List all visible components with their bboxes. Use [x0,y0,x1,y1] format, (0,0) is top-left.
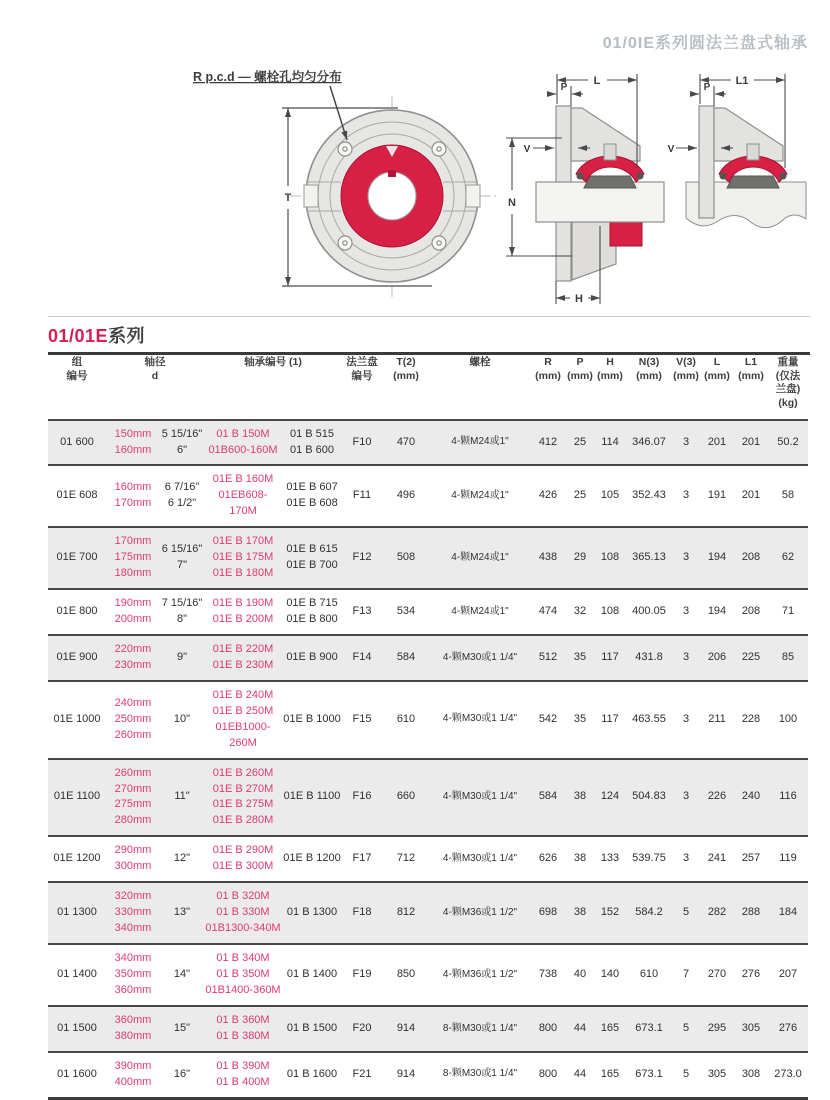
dim-label-v2: V [667,144,675,155]
cell-l: 206 [700,635,734,681]
cell-group: 01E 700 [48,527,106,589]
cell-n: 504.83 [626,759,672,837]
cell-v: 3 [682,852,690,865]
cell-t: 914 [382,1006,430,1052]
cell-h: 105 [600,489,620,502]
table-row [48,1052,808,1098]
cell-bearing-metric: 01E B 190M 01E B 200M [212,597,274,625]
cell-h: 140 [600,967,620,980]
pcd-callout: R p.c.d — 螺栓孔均匀分布 [193,70,342,84]
column-header: 重量 (仅法 兰盘)(kg) [775,356,801,409]
cell-group: 01E 900 [48,635,106,681]
cell-flange-number: F11 [352,489,372,502]
section-title [48,322,810,355]
cell-shaft-in: 12" [173,852,191,865]
section-title-rest: 系列 [108,326,146,346]
front-view [290,96,498,300]
table-head [48,352,808,420]
cell-shaft-mm: 390mm 400mm [114,1059,152,1088]
cell-p: 38 [566,759,594,837]
cell-r: 438 [530,527,566,589]
cell-bearing-metric: 01 B 340M 01 B 350M 01B1400-360M [205,952,281,996]
cell-l1: 228 [741,712,761,725]
cell-t: 914 [396,1067,416,1080]
cell-bolt: 4-颗M36或1 1/2" [430,882,530,944]
column-header: V(3) (mm) [673,356,699,382]
cell-n: 539.75 [632,852,666,865]
dim-label-p2: P [703,82,711,93]
cell-p: 38 [573,852,587,865]
cell-h: 114 [594,420,626,466]
cell-group: 01 1400 [57,967,97,980]
cell-bearing-metric: 01 B 320M 01 B 330M 01B1300-340M [204,882,282,944]
cell-shaft-in: 14" [173,967,191,980]
cell-h: 117 [594,635,626,681]
cell-l: 226 [700,759,734,837]
cell-l: 282 [700,882,734,944]
keyway [388,170,396,177]
cell-bearing-number: 01E B 1000 [283,712,341,725]
cell-shaft-mm: 320mm 330mm 340mm [106,882,160,944]
column-header: H (mm) [597,356,623,382]
cell-n: 673.1 [626,1006,672,1052]
column-header: N(3) (mm) [636,356,662,382]
table-row [48,759,808,837]
cell-v: 3 [682,712,690,725]
cell-bolt: 4-颗M24或1" [451,605,509,617]
cell-n: 610 [639,967,659,980]
cell-shaft-in: 13" [160,882,204,944]
cell-t: 712 [396,852,416,865]
cell-bearing-number: 01 B 1600 [286,1067,338,1080]
cell-bolt: 4-颗M36或1 1/2" [442,968,518,980]
cell-t: 534 [396,605,416,618]
cell-bearing-number: 01 B 515 01 B 600 [282,420,342,466]
dim-label-v: V [523,144,531,155]
cell-l: 194 [700,527,734,589]
cell-bearing-metric: 01 B 390M 01 B 400M [216,1059,270,1088]
cell-l: 241 [707,852,727,865]
cell-flange-number: F15 [352,712,372,725]
cell-p: 32 [573,605,587,618]
cell-r: 512 [530,635,566,681]
table-row [48,527,808,589]
cell-h: 124 [594,759,626,837]
cell-h: 133 [600,852,620,865]
cell-shaft-mm: 260mm 270mm 275mm 280mm [106,759,160,837]
cell-h: 108 [600,605,620,618]
cell-p: 29 [566,527,594,589]
cell-p: 44 [566,1006,594,1052]
cell-group: 01E 1000 [53,712,101,725]
cell-weight: 100 [778,712,798,725]
cell-p: 38 [566,882,594,944]
cell-bolt: 4-颗M30或1 1/4" [442,853,518,864]
cell-bolt: 8-颗M30或1 1/4" [430,1006,530,1052]
cell-l: 295 [700,1006,734,1052]
table-row [48,836,808,882]
cell-v: 5 [672,882,700,944]
cell-group: 01 1500 [48,1006,106,1052]
cell-bolt: 4-颗M24或1" [451,490,509,502]
cell-v: 3 [672,420,700,466]
cell-shaft-in: 15" [160,1006,204,1052]
cell-l: 211 [708,712,726,725]
cell-bearing-number: 01 B 1300 [282,882,342,944]
cell-l1: 257 [741,852,761,865]
lug-right [466,185,480,207]
table-row [48,681,808,759]
cell-bolt: 4-颗M30或1 1/4" [430,635,530,681]
column-header: 螺栓 [469,356,491,368]
end-view [686,106,806,228]
cell-bearing-number: 01E B 900 [282,635,342,681]
cell-flange-number: F20 [342,1006,382,1052]
section-title-accent: 01/01E [48,326,109,346]
cell-flange-number: F18 [342,882,382,944]
cell-shaft-in: 9" [160,635,204,681]
cell-shaft-mm: 240mm 250mm 260mm [114,696,152,741]
cell-bolt: 4-颗M30或1 1/4" [430,759,530,837]
dim-label-l: L [593,75,601,87]
cell-h: 152 [594,882,626,944]
lug-left [304,185,318,207]
cell-n: 584.2 [626,882,672,944]
cell-bearing-number: 01E B 1200 [283,852,341,865]
cell-l: 305 [707,1067,727,1080]
cell-l: 191 [707,489,727,502]
table-row [48,420,808,466]
cell-bolt: 4-颗M24或1" [430,527,530,589]
cell-shaft-in: 5 15/16" 6" [160,420,204,466]
column-header: T(2) (mm) [393,356,419,382]
series-table-container [48,352,810,1100]
cell-r: 698 [530,882,566,944]
cell-p: 35 [566,635,594,681]
cell-v: 3 [682,489,690,502]
cell-shaft-in: 6 7/16" 6 1/2" [164,481,200,510]
cell-t: 610 [396,712,416,725]
cell-flange-number: F13 [352,605,372,618]
cell-weight: 119 [779,852,797,865]
cell-v: 3 [682,605,690,618]
cell-weight: 62 [768,527,808,589]
cell-bearing-metric: 01 B 360M 01 B 380M [204,1006,282,1052]
cell-bearing-metric: 01 B 150M 01B600-160M [204,420,282,466]
column-header: 轴径 d [144,356,166,382]
table-body [48,420,808,1099]
cell-l1: 288 [734,882,768,944]
cell-t: 812 [382,882,430,944]
cell-l: 201 [700,420,734,466]
cell-group: 01E 1100 [48,759,106,837]
table-row [48,944,808,1006]
cell-shaft-mm: 190mm 200mm [114,597,152,625]
cell-flange-number: F14 [342,635,382,681]
cell-shaft-in: 6 15/16" 7" [160,527,204,589]
cell-r: 426 [538,489,558,502]
cell-v: 3 [672,527,700,589]
cell-shaft-in: 11" [160,759,204,837]
bore [368,172,416,220]
cell-r: 584 [530,759,566,837]
cell-bolt: 8-颗M30或1 1/4" [442,1068,518,1080]
cell-r: 738 [538,967,558,980]
cell-r: 542 [538,712,558,725]
cell-bearing-number: 01 B 1400 [286,967,338,980]
cell-h: 117 [601,712,619,725]
cell-shaft-mm: 290mm 300mm [114,844,152,873]
cell-h: 165 [594,1006,626,1052]
table-row [48,882,808,944]
cell-shaft-mm: 150mm 160mm [106,420,160,466]
cell-r: 800 [538,1067,558,1080]
cell-shaft-mm: 160mm 170mm [114,481,152,510]
cell-v: 3 [672,635,700,681]
cell-weight: 85 [768,635,808,681]
cell-weight: 71 [781,605,795,618]
cell-t: 850 [396,967,416,980]
cell-flange-number: F21 [352,1067,372,1080]
cell-shaft-in: 7 15/16" 8" [161,597,203,625]
cell-bearing-metric: 01E B 220M 01E B 230M [204,635,282,681]
cell-p: 35 [573,712,587,725]
cell-l1: 225 [734,635,768,681]
cell-bearing-metric: 01E B 170M 01E B 175M 01E B 180M [204,527,282,589]
cell-l1: 201 [741,489,761,502]
cell-weight: 273.0 [774,1067,802,1080]
cell-flange-number: F17 [352,852,372,865]
technical-drawing [0,66,830,316]
table-row [48,465,808,527]
cell-n: 352.43 [632,489,666,502]
cell-shaft-mm: 170mm 175mm 180mm [106,527,160,589]
cell-shaft-in: 16" [173,1067,191,1080]
cell-v: 7 [682,967,690,980]
cell-weight: 184 [768,882,808,944]
cell-group: 01E 608 [56,489,98,502]
cell-n: 431.8 [626,635,672,681]
cell-h: 108 [594,527,626,589]
cell-p: 44 [573,1067,587,1080]
cell-bearing-number: 01E B 1100 [282,759,342,837]
cell-weight: 276 [768,1006,808,1052]
table-row [48,635,808,681]
cell-group: 01 1600 [57,1067,97,1080]
cell-r: 626 [538,852,558,865]
cell-t: 470 [382,420,430,466]
column-header: 组 编号 [66,356,88,382]
cell-bearing-metric: 01E B 240M 01E B 250M 01EB1000-260M [212,688,274,749]
cell-l1: 240 [734,759,768,837]
dim-label-n: N [508,197,516,209]
cell-shaft-mm: 340mm 350mm 360mm [114,952,152,996]
cell-n: 346.07 [626,420,672,466]
cell-t: 584 [382,635,430,681]
column-header: P (mm) [567,356,593,382]
column-header: L (mm) [704,356,730,382]
cell-n: 365.13 [626,527,672,589]
page-title: 01/0IE系列圆法兰盘式轴承 [602,35,808,52]
cell-bearing-metric: 01E B 160M 01EB608-170M [212,473,274,518]
cell-n: 673.1 [635,1067,663,1080]
cell-l1: 305 [734,1006,768,1052]
cell-flange-number: F19 [352,967,372,980]
cell-v: 3 [672,759,700,837]
cell-p: 25 [566,420,594,466]
cell-bearing-number: 01E B 607 01E B 608 [286,481,338,510]
column-header: 法兰盘 编号 [346,356,378,382]
cell-r: 474 [538,605,558,618]
cell-p: 40 [573,967,587,980]
table-row [48,589,808,635]
dim-label-l1: L1 [735,75,749,87]
cell-weight: 58 [781,489,795,502]
cell-t: 496 [396,489,416,502]
cell-p: 25 [573,489,587,502]
cell-r: 800 [530,1006,566,1052]
cell-weight: 50.2 [768,420,808,466]
series-section-header [48,316,810,355]
cell-l1: 201 [734,420,768,466]
cell-weight: 116 [768,759,808,837]
cell-r: 412 [530,420,566,466]
cell-bearing-number: 01E B 715 01E B 800 [286,597,338,625]
cell-flange-number: F10 [342,420,382,466]
cell-l1: 276 [741,967,761,980]
cell-shaft-mm: 220mm 230mm [106,635,160,681]
cell-bolt: 4-颗M30或1 1/4" [442,713,518,725]
column-header: 轴承编号 (1) [244,356,302,368]
cell-l1: 208 [734,527,768,589]
cell-bolt: 4-颗M24或1" [430,420,530,466]
column-header: L1 (mm) [738,356,764,382]
table-head-row [48,352,808,420]
cell-bearing-number: 01E B 615 01E B 700 [282,527,342,589]
cell-group: 01 600 [48,420,106,466]
cell-group: 01E 800 [56,605,98,618]
cell-flange-number: F16 [342,759,382,837]
cell-v: 5 [672,1006,700,1052]
cell-group: 01 1300 [48,882,106,944]
dim-label-h: H [575,293,583,305]
cell-l1: 208 [741,605,761,618]
cell-bearing-metric: 01E B 260M 01E B 270M 01E B 275M 01E B 280M [204,759,282,837]
cell-l: 194 [707,605,727,618]
cell-bearing-number: 01 B 1500 [282,1006,342,1052]
cell-l1: 308 [741,1067,761,1080]
cell-h: 165 [600,1067,620,1080]
cell-n: 400.05 [632,605,666,618]
cell-weight: 207 [778,967,798,980]
cell-v: 5 [682,1067,690,1080]
cell-t: 508 [382,527,430,589]
cell-l: 270 [707,967,727,980]
table-row [48,1006,808,1052]
cell-bearing-metric: 01E B 290M 01E B 300M [212,844,274,873]
cell-group: 01E 1200 [53,852,101,865]
dim-label-p: P [560,82,568,93]
cell-n: 463.55 [632,712,666,725]
series-table [48,352,808,1100]
cell-flange-number: F12 [342,527,382,589]
column-header: R (mm) [535,356,561,382]
dim-label-t: T [284,192,292,204]
cell-shaft-mm: 360mm 380mm [106,1006,160,1052]
cell-t: 660 [382,759,430,837]
cell-shaft-in: 10" [173,712,191,725]
